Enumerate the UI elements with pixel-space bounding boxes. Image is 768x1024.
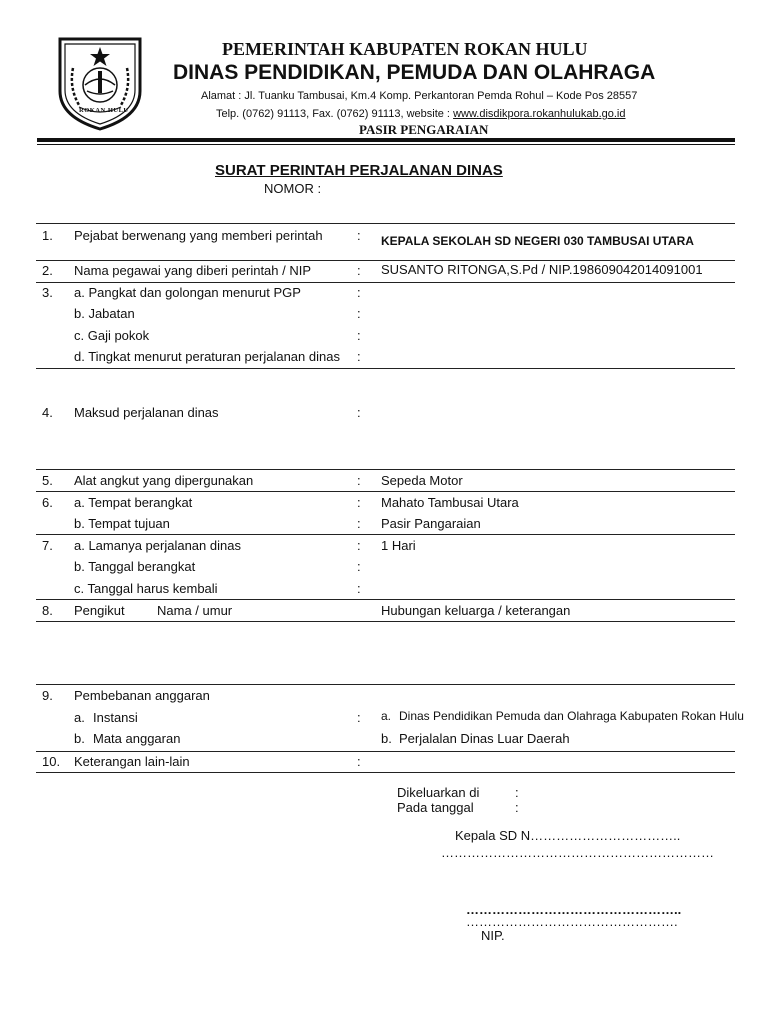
nip-label: NIP. (481, 928, 505, 943)
signature-name-line: ………………………………………….. (466, 902, 682, 917)
table-rule (36, 491, 735, 492)
table-rule (36, 751, 735, 752)
row-colon: : (357, 328, 361, 343)
table-rule (36, 260, 735, 261)
header-department: DINAS PENDIDIKAN, PEMUDA DAN OLAHRAGA (173, 61, 656, 84)
row-prefix-b: b. (74, 731, 85, 746)
row-label-a: a. Lamanya perjalanan dinas (74, 538, 241, 553)
row-value-prefix-a: a. (381, 709, 392, 723)
row-colon: : (357, 495, 361, 510)
header-contact-text: Telp. (0762) 91113, Fax. (0762) 91113, website : (216, 108, 454, 120)
row-label: Keterangan lain-lain (74, 754, 190, 769)
row-colon: : (357, 405, 361, 420)
row-label-a: Instansi (93, 710, 138, 725)
table-rule (36, 282, 735, 283)
row-label-a: a. Pangkat dan golongan menurut PGP (74, 285, 301, 300)
tanggal-colon: : (515, 800, 519, 815)
row-number: 8. (42, 603, 53, 618)
row-colon: : (357, 306, 361, 321)
header-thin-rule (37, 144, 735, 145)
row-label-d: d. Tingkat menurut peraturan perjalanan dinas (74, 349, 340, 364)
website-link[interactable]: www.disdikpora.rokanhulukab.go.id (453, 108, 626, 120)
header-contact (216, 108, 626, 120)
row-value-prefix-b: b. (381, 731, 392, 746)
row-prefix-a: a. (74, 710, 85, 725)
row-label-b: b. Tempat tujuan (74, 516, 170, 531)
row-colon: : (357, 263, 361, 278)
dotted-line: ……………………………………………………… (441, 845, 714, 860)
row-label-c: c. Gaji pokok (74, 328, 150, 343)
rokan-hulu-emblem (55, 33, 145, 133)
row-label: Pejabat berwenang yang memberi perintah (74, 228, 323, 243)
row-colon: : (357, 710, 361, 725)
tanggal-label: Pada tanggal (397, 800, 474, 815)
dikeluarkan-label: Dikeluarkan di (397, 785, 480, 800)
emblem-text: ROKAN HULU (79, 107, 129, 114)
row-label: Pembebanan anggaran (74, 688, 210, 703)
row-value-a: 1 Hari (381, 538, 416, 553)
header-thick-rule (37, 138, 735, 142)
signature-underline: …………………………………………. (466, 914, 678, 929)
emblem-shield-icon (55, 33, 145, 133)
row-number: 3. (42, 285, 53, 300)
row-label-b: b. Tanggal berangkat (74, 559, 196, 574)
row-colon: : (357, 754, 361, 769)
row-label: Pengikut (74, 603, 125, 618)
row-label: Alat angkut yang dipergunakan (74, 473, 254, 488)
row-number: 4. (42, 405, 53, 420)
header-city: PASIR PENGARAIAN (359, 122, 489, 137)
table-rule (36, 534, 735, 535)
row-value: KEPALA SEKOLAH SD NEGERI 030 TAMBUSAI UTARA (381, 234, 694, 248)
row-number: 1. (42, 228, 53, 243)
row-colon: : (357, 516, 361, 531)
nomor-label: NOMOR : (264, 181, 322, 196)
row-colon: : (357, 228, 361, 243)
row-label: Nama pegawai yang diberi perintah / NIP (74, 263, 312, 278)
table-rule (36, 223, 735, 224)
row-colon: : (357, 538, 361, 553)
row-label-b: Mata anggaran (93, 731, 181, 746)
row-label-a: a. Tempat berangkat (74, 495, 193, 510)
row-colon: : (357, 581, 361, 596)
row-number: 10. (42, 754, 61, 769)
row-label: Maksud perjalanan dinas (74, 405, 219, 420)
row-value: Sepeda Motor (381, 473, 463, 488)
row-value-a: Mahato Tambusai Utara (381, 495, 519, 510)
row-label-b: b. Jabatan (74, 306, 135, 321)
header-government: PEMERINTAH KABUPATEN ROKAN HULU (222, 39, 588, 59)
row-number: 2. (42, 263, 53, 278)
row-sublabel: Nama / umur (157, 603, 233, 618)
row-number: 5. (42, 473, 53, 488)
row-value-b: Perjalalan Dinas Luar Daerah (399, 731, 570, 746)
table-rule (36, 772, 735, 773)
row-colon: : (357, 349, 361, 364)
table-rule (36, 684, 735, 685)
row-colon: : (357, 473, 361, 488)
row-number: 7. (42, 538, 53, 553)
row-colon: : (357, 559, 361, 574)
row-value: Hubungan keluarga / keterangan (381, 603, 571, 618)
row-colon: : (357, 285, 361, 300)
row-label-c: c. Tanggal harus kembali (74, 581, 218, 596)
table-rule (36, 469, 735, 470)
row-value: SUSANTO RITONGA,S.Pd / NIP.198609042014091001 (381, 262, 703, 277)
header-address: Alamat : Jl. Tuanku Tambusai, Km.4 Komp. Perkantoran Pemda Rohul – Kode Pos 28557 (201, 90, 638, 102)
row-number: 6. (42, 495, 53, 510)
document-title: SURAT PERINTAH PERJALANAN DINAS (215, 162, 503, 179)
table-rule (36, 368, 735, 369)
row-value-a: Dinas Pendidikan Pemuda dan Olahraga Kabupaten Rokan Hulu (399, 709, 744, 723)
table-rule (36, 599, 735, 600)
table-rule (36, 621, 735, 622)
kepala-sekolah-label: Kepala SD N…………………………….. (455, 828, 681, 843)
row-number: 9. (42, 688, 53, 703)
dikeluarkan-colon: : (515, 785, 519, 800)
row-value-b: Pasir Pangaraian (381, 516, 481, 531)
